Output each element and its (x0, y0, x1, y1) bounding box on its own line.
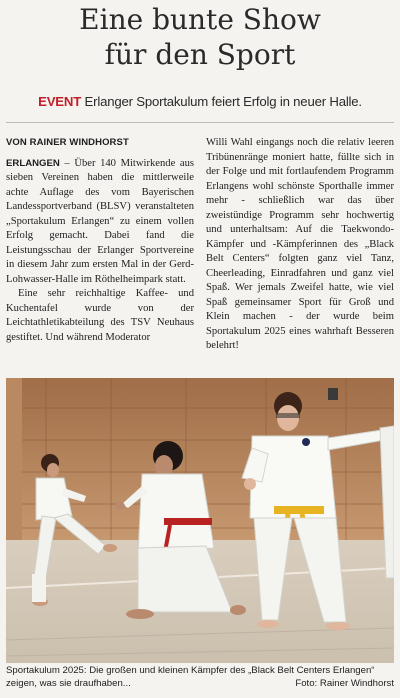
article-column-left (6, 136, 194, 345)
dateline: ERLANGEN (6, 157, 60, 169)
subheadline (0, 94, 400, 109)
divider (6, 122, 394, 123)
headline-line-2: für den Sport (104, 38, 296, 71)
byline: VON RAINER WINDHORST (6, 137, 129, 148)
paragraph-1 (6, 157, 194, 288)
paragraph-3: Willi Wahl eingangs noch die relativ leeren Tribünenränge moniert hatte, füllte sich in der Folge und mit fortlaufendem Programm Erlangens wohl schönste Sporthalle immer mehr - schließlich war das über zweistündige Programm sehr hochwertig und unterhaltsam: Auf die Taekwondo-Kämpfer und -Kämpferinnen des „Black Belt Centers“ folgten ganz viel Tanz, Cheerleading, Einradfahren und ganz viel Spaß. Wer jemals Zweifel hatte, wie viel Spaß gemeinsamer Sport für Groß und Klein machen - der wurde beim Sportakulum 2025 eines wahrhaft Besseren belehrt! (206, 137, 394, 351)
caption-line-1: Sportakulum 2025: Die großen und kleinen Kämpfer des „Black Belt Centers Erlangen“ (6, 665, 375, 676)
photo-caption (6, 664, 394, 690)
paragraph-1-text: – Über 140 Mitwirkende aus sieben Vereinen haben die mittlerweile achte Auflage des vom Bayerischen Landessportverband (BLSV) veranstalteten „Sportakulum Erlangen“ zu einem vollen Erfolg gemacht. Dabei fand die Leistungsschau der Erlanger Sportvereine in diesem Jahr zum ersten Mal in der Gerd-Lohwasser-Halle im Röthelheimpark statt. (6, 157, 194, 285)
taekwondo-photo-illustration (6, 378, 394, 663)
paragraph-2: Eine sehr reichhaltige Kaffee- und Kuchentafel wurde von der Leichtathletikabteilung des TSV Neuhaus gestiftet. Und während Moderator (6, 288, 194, 343)
caption-line-2: zeigen, was sie draufhaben... (6, 678, 131, 689)
article-column-right (206, 136, 394, 354)
photo-credit: Foto: Rainer Windhorst (295, 678, 394, 689)
kicker-label: EVENT (38, 94, 82, 109)
headline (0, 2, 400, 72)
article-photo (6, 378, 394, 663)
headline-line-1: Eine bunte Show (79, 3, 321, 36)
subheadline-text: Erlanger Sportakulum feiert Erfolg in neuer Halle. (84, 94, 362, 109)
